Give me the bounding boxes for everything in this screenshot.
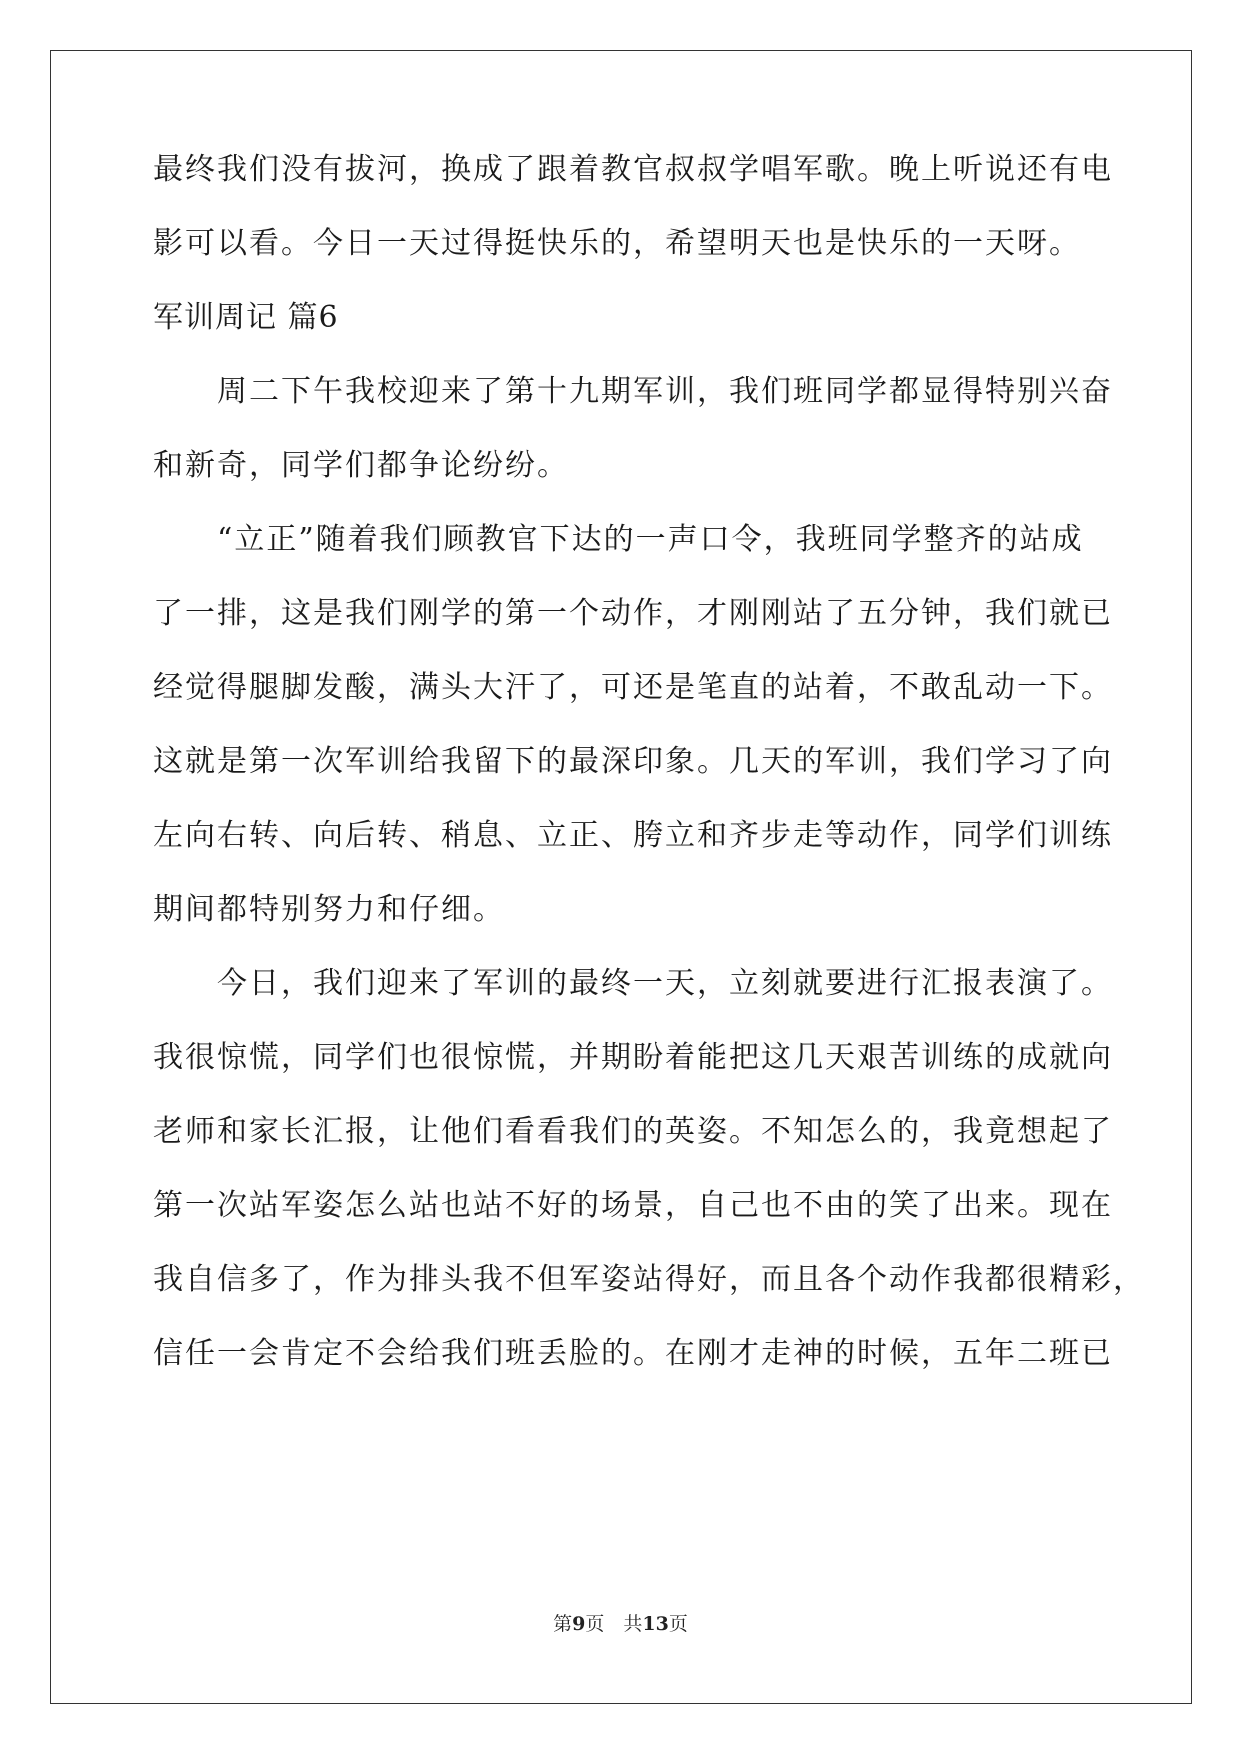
body-line: 今日，我们迎来了军训的最终一天，立刻就要进行汇报表演了。 — [153, 966, 1113, 1001]
body-line: “立正”随着我们顾教官下达的一声口令，我班同学整齐的站成 — [153, 522, 1084, 557]
body-line: 我很惊慌，同学们也很惊慌，并期盼着能把这几天艰苦训练的成就向 — [153, 1040, 1113, 1075]
footer-prefix: 第 — [553, 1613, 573, 1635]
body-line: 老师和家长汇报，让他们看看我们的英姿。不知怎么的，我竟想起了 — [153, 1114, 1113, 1149]
body-line: 这就是第一次军训给我留下的最深印象。几天的军训，我们学习了向 — [153, 744, 1113, 779]
current-page-number: 9 — [572, 1613, 586, 1635]
body-line: 最终我们没有拔河，换成了跟着教官叔叔学唱军歌。晚上听说还有电 — [153, 152, 1113, 187]
body-line: 了一排，这是我们刚学的第一个动作，才刚刚站了五分钟，我们就已 — [153, 596, 1113, 631]
page-number-footer — [0, 1612, 1241, 1636]
body-line: 影可以看。今日一天过得挺快乐的，希望明天也是快乐的一天呀。 — [153, 226, 1081, 261]
body-line: 期间都特别努力和仔细。 — [153, 892, 505, 927]
body-line: 第一次站军姿怎么站也站不好的场景，自己也不由的笑了出来。现在 — [153, 1188, 1113, 1223]
body-line: 周二下午我校迎来了第十九期军训，我们班同学都显得特别兴奋 — [153, 374, 1113, 409]
total-pages-number: 13 — [642, 1613, 669, 1635]
body-line: 我自信多了，作为排头我不但军姿站得好，而且各个动作我都很精彩， — [153, 1262, 1145, 1297]
body-line: 和新奇，同学们都争论纷纷。 — [153, 448, 569, 483]
footer-mid: 页 共 — [585, 1613, 643, 1635]
body-line: 经觉得腿脚发酸，满头大汗了，可还是笔直的站着，不敢乱动一下。 — [153, 670, 1113, 705]
footer-suffix: 页 — [668, 1613, 688, 1635]
body-line: 左向右转、向后转、稍息、立正、胯立和齐步走等动作，同学们训练 — [153, 818, 1113, 853]
body-line: 信任一会肯定不会给我们班丢脸的。在刚才走神的时候，五年二班已 — [153, 1336, 1113, 1371]
section-heading: 军训周记 篇6 — [153, 300, 339, 335]
